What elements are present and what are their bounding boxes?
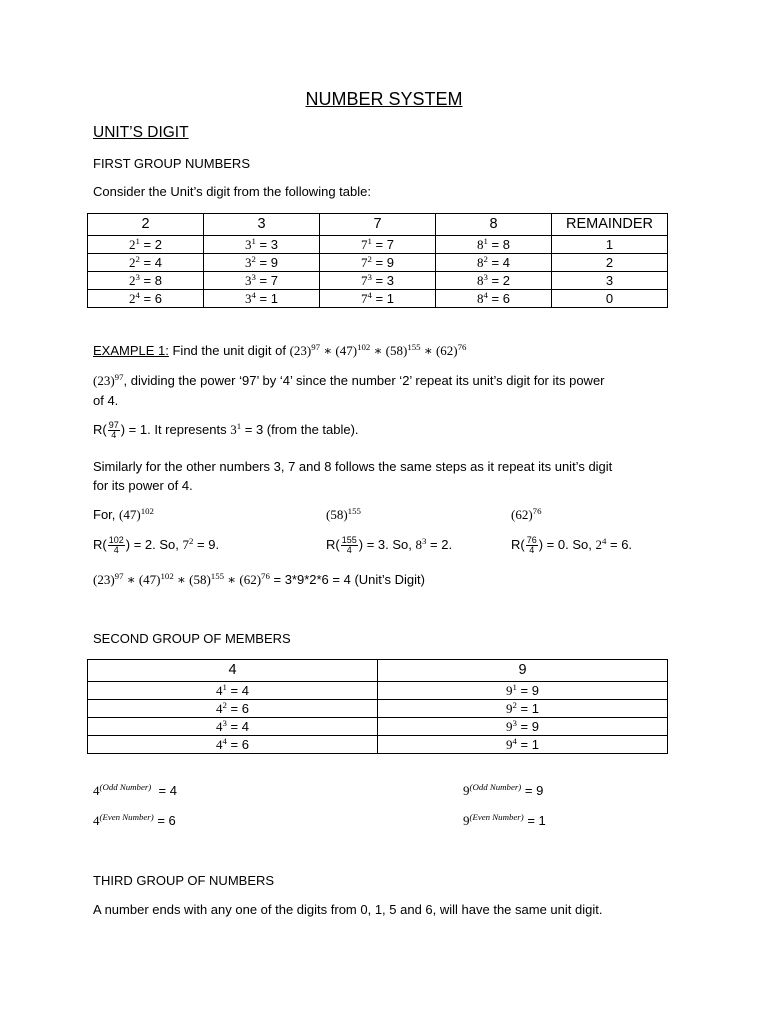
power-term: $(62)^{76}$	[435, 342, 467, 358]
first-table-cell: $3^3 = 7$	[204, 272, 320, 290]
second-table-cell: $9^2 = 1$	[378, 700, 668, 718]
section-heading: UNIT’S DIGIT	[93, 124, 189, 141]
table-row	[88, 682, 668, 700]
first-table-cell: $8^1 = 8$	[436, 236, 552, 254]
example1-question: Find the unit digit of	[168, 343, 290, 358]
first-table-cell: $8^4 = 6$	[436, 290, 552, 308]
second-table-cell: $9^1 = 9$	[378, 682, 668, 700]
first-table-cell: $8^3 = 2$	[436, 272, 552, 290]
first-table-cell: $2^4 = 6$	[88, 290, 204, 308]
term-62-76: $(62)^{76}$	[511, 506, 542, 522]
term-23-97: $(23)^{97}$	[93, 372, 124, 388]
table-row	[88, 700, 668, 718]
first-table-cell: $8^2 = 4$	[436, 254, 552, 272]
power-term: $(58)^{155}$	[189, 571, 225, 587]
first-table-header-cell: 7	[320, 214, 436, 236]
fraction-97-4: $\frac{97}{4}$	[108, 420, 119, 440]
power-term: $(47)^{102}$	[138, 571, 174, 587]
table-row	[88, 254, 668, 272]
final-expression: $(23)^{97}$ ∗ $(47)^{102}$ ∗ $(58)^{155}$ ∗ $(62)^{76}$	[93, 571, 270, 587]
first-table-cell: $7^4 = 1$	[320, 290, 436, 308]
third-group-heading: THIRD GROUP OF NUMBERS	[93, 873, 275, 888]
similar-line1: Similarly for the other numbers 3, 7 and 8 follows the same steps as it repeat its unit’s digit	[93, 459, 613, 474]
first-table-cell: $7^2 = 9$	[320, 254, 436, 272]
first-table-header-cell: 8	[436, 214, 552, 236]
second-table-header-cell: 4	[88, 660, 378, 682]
first-group-heading: FIRST GROUP NUMBERS	[93, 156, 250, 171]
first-table-cell: $2^2 = 4$	[88, 254, 204, 272]
second-table-cell: $4^2 = 6$	[88, 700, 378, 718]
table-row	[88, 236, 668, 254]
final-result-line: $(23)^{97}$ ∗ $(47)^{102}$ ∗ $(58)^{155}$ ∗ $(62)^{76} = 3*9*2*6 = 4$ (Unit’s Digit)	[93, 571, 425, 587]
first-table-cell: 3	[552, 272, 668, 290]
example1-remainder-line: R( $\frac{97}{4}$ ) = 1. It represents $3^1 = 3$ (from the table).	[93, 420, 359, 440]
second-group-heading: SECOND GROUP OF MEMBERS	[93, 631, 291, 646]
table-row	[88, 736, 668, 754]
second-table-header-cell: 9	[378, 660, 668, 682]
first-table-header-cell: REMAINDER	[552, 214, 668, 236]
second-table-cell: $9^3 = 9$	[378, 718, 668, 736]
remainder-58: R( $\frac{155}{4}$ ) = 3. So, $8^3 = 2$.	[326, 535, 453, 555]
nine-odd-rule: $9^{(Odd Number)} = 9$	[463, 782, 544, 798]
first-table-header-row	[88, 214, 668, 236]
four-odd-rule: $4^{(Odd Number)} = 4$	[93, 782, 177, 798]
term-58-155: $(58)^{155}$	[326, 506, 361, 522]
second-group-table	[87, 659, 668, 754]
second-table-header-row	[88, 660, 668, 682]
power-term: $(58)^{155}$	[385, 342, 421, 358]
four-even-rule: $4^{(Even Number)} = 6$	[93, 812, 176, 828]
table-row	[88, 272, 668, 290]
first-table-cell: $7^1 = 7$	[320, 236, 436, 254]
nine-even-rule: $9^{(Even Number)} = 1$	[463, 812, 546, 828]
second-table-cell: $4^3 = 4$	[88, 718, 378, 736]
second-table-cell: $9^4 = 1$	[378, 736, 668, 754]
first-group-intro: Consider the Unit’s digit from the following table:	[93, 184, 371, 199]
first-table-cell: 2	[552, 254, 668, 272]
remainder-47: R( $\frac{102}{4}$ ) = 2. So, $7^2 = 9$.	[93, 535, 220, 555]
first-table-cell: 1	[552, 236, 668, 254]
example1-expression: $(23)^{97}$ ∗ $(47)^{102}$ ∗ $(58)^{155}$ ∗ $(62)^{76}$	[289, 342, 467, 358]
example1-explanation-line1: $(23)^{97}$, dividing the power ‘97’ by ‘4’ since the number ‘2’ repeat its unit’s digit for its power	[93, 372, 605, 388]
first-table-cell: $3^4 = 1$	[204, 290, 320, 308]
power-term: $(23)^{97}$	[289, 342, 321, 358]
remainder-62: R( $\frac{76}{4}$ ) = 0. So, $2^4 = 6$.	[511, 535, 633, 555]
example1-label: EXAMPLE 1:	[93, 343, 169, 358]
second-table-cell: $4^4 = 6$	[88, 736, 378, 754]
first-table-cell: $3^1 = 3$	[204, 236, 320, 254]
third-group-text: A number ends with any one of the digits from 0, 1, 5 and 6, will have the same unit digit.	[93, 902, 603, 917]
first-table-cell: $2^1 = 2$	[88, 236, 204, 254]
first-table-header-cell: 2	[88, 214, 204, 236]
first-table-cell: $7^3 = 3$	[320, 272, 436, 290]
first-table-header-cell: 3	[204, 214, 320, 236]
first-group-table	[87, 213, 668, 308]
example1-line	[93, 343, 466, 359]
first-table-cell: 0	[552, 290, 668, 308]
table-row	[88, 290, 668, 308]
page-title: NUMBER SYSTEM	[305, 89, 463, 109]
similar-line2: for its power of 4.	[93, 478, 193, 493]
first-table-cell: $2^3 = 8$	[88, 272, 204, 290]
example1-explanation-line2: of 4.	[93, 393, 119, 408]
first-table-cell: $3^2 = 9$	[204, 254, 320, 272]
for-label-47: For, $(47)^{102}$	[93, 506, 154, 522]
power-term: $(47)^{102}$	[335, 342, 371, 358]
second-table-cell: $4^1 = 4$	[88, 682, 378, 700]
power-term: $(23)^{97}$	[93, 571, 124, 587]
power-term: $(62)^{76}$	[239, 571, 270, 587]
table-row	[88, 718, 668, 736]
